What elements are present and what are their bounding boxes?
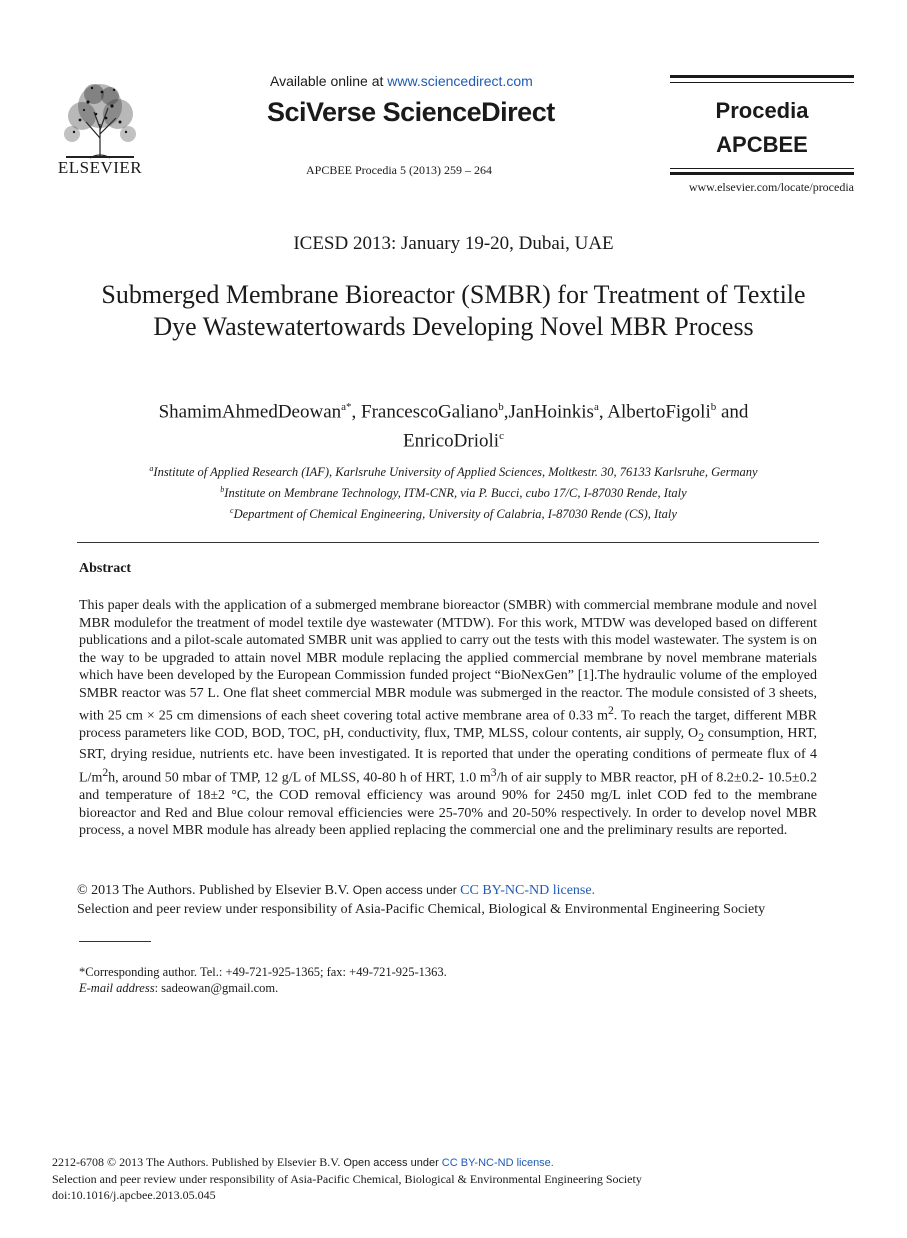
open-access-text: Open access under	[352, 883, 461, 897]
conference-line: ICESD 2013: January 19-20, Dubai, UAE	[293, 233, 614, 254]
journal-name-line2: APCBEE	[716, 132, 808, 157]
abstract-text: h, around 50 mbar of TMP, 12 g/L of MLSS, 40-80 h of HRT, 1.0 m	[108, 770, 491, 786]
author-name: JanHoinkis	[508, 401, 594, 423]
paper-title: Submerged Membrane Bioreactor (SMBR) for Treatment of Textile Dye Wastewatertowards Developing Novel MBR Process	[101, 280, 806, 341]
affiliation-text: Institute of Applied Research (IAF), Karlsruhe University of Applied Sciences, Moltkestr. 30, 76133 Karlsruhe, Germany	[153, 465, 758, 480]
footer-open-access: Open access under	[343, 1157, 442, 1169]
author-list	[90, 395, 817, 454]
license-link[interactable]: CC BY-NC-ND license.	[460, 883, 596, 898]
footer-copyright	[52, 1154, 852, 1171]
journal-bottom-rule	[670, 172, 854, 175]
affiliation-text: Institute on Membrane Technology, ITM-CNR, via P. Bucci, cubo 17/C, I-87030 Rende, Italy	[224, 486, 687, 501]
journal-top-rule	[670, 75, 854, 78]
author-affil-mark: b	[710, 401, 717, 413]
section-divider	[77, 542, 819, 543]
affiliation-mark: a	[149, 464, 154, 473]
author-name: AlbertoFigoli	[607, 401, 711, 423]
journal-bottom-rule-thin	[670, 168, 854, 169]
author-affil-mark: b	[498, 401, 504, 413]
journal-name	[670, 94, 854, 162]
footnote	[79, 964, 819, 996]
author-affil-mark: a*	[341, 401, 352, 413]
author-name: EnricoDrioli	[403, 430, 500, 452]
journal-reference: APCBEE Procedia 5 (2013) 259 – 264	[306, 163, 492, 177]
affiliation-item	[90, 460, 817, 481]
affiliation-item	[90, 502, 817, 523]
copyright-line	[77, 881, 827, 900]
affiliations	[90, 460, 817, 523]
abstract-text: . To reach the target, different MBR process parameters like COD, BOD, TOC, pH, conductivity, flux, TMP, MLSS, colour contents, air supply, O	[79, 708, 817, 742]
abstract-sup: 2	[607, 704, 614, 717]
email-label: E-mail address	[79, 981, 155, 995]
author-affil-mark: a	[593, 401, 599, 413]
abstract-sup: 3	[490, 765, 497, 779]
available-online	[270, 73, 533, 89]
author-name: ShamimAhmedDeowan	[158, 401, 342, 423]
affiliation-mark: c	[230, 506, 234, 516]
doi[interactable]: doi:10.1016/j.apcbee.2013.05.045	[52, 1188, 216, 1202]
email-address[interactable]: : sadeowan@gmail.com.	[154, 981, 279, 995]
abstract-text: consumption, HRT, SRT, drying residue, nutrients etc. have been investigated. It is reported that under the operating conditions of permeate flux of 4 L/m	[79, 726, 817, 786]
available-prefix: Available online at	[270, 73, 388, 89]
author-separator: ,	[503, 401, 509, 423]
journal-url[interactable]: www.elsevier.com/locate/procedia	[688, 180, 854, 194]
publisher-name: ELSEVIER	[57, 158, 143, 177]
footnote-divider	[79, 941, 151, 942]
affiliation-item	[90, 481, 817, 502]
footer-license-link[interactable]: CC BY-NC-ND license.	[441, 1157, 554, 1169]
page-footer	[52, 1154, 852, 1203]
abstract-heading: Abstract	[79, 561, 132, 576]
email-line	[79, 980, 819, 996]
platform-name: SciVerse ScienceDirect	[267, 97, 555, 127]
author-name: FrancescoGaliano	[361, 401, 499, 423]
abstract-body	[79, 597, 817, 840]
peer-review-line: Selection and peer review under responsibility of Asia-Pacific Chemical, Biological & Environmental Engineering Society	[77, 902, 766, 917]
sciencedirect-link[interactable]: www.sciencedirect.com	[387, 73, 533, 89]
author-affil-mark: c	[499, 430, 504, 443]
footer-copyright-text: 2212-6708 © 2013 The Authors. Published by Elsevier B.V.	[52, 1155, 344, 1169]
corresponding-author: *Corresponding author. Tel.: +49-721-925-1365; fax: +49-721-925-1363.	[79, 965, 447, 979]
abstract-sub: 2	[698, 730, 704, 744]
journal-name-line1: Procedia	[715, 98, 809, 123]
abstract-text: /h of air supply to MBR reactor, pH of 8.2±0.2- 10.5±0.2 and temperature of 18±2 °C, the COD removal efficiency was around 90% for 2450 mg/L inlet COD fed to the membrane bioreactor and Red and Blue colour removal efficiencies were 25-70% and 20-50% respectively. In order to develop novel MBR process, a novel MBR module has already been applied replacing the commercial one and the preliminary results are reported.	[79, 770, 818, 839]
copyright-text: © 2013 The Authors. Published by Elsevier B.V.	[77, 883, 353, 898]
abstract-sup: 2	[102, 765, 109, 779]
journal-top-rule-thin	[670, 82, 854, 83]
abstract-text: This paper deals with the application of a submerged membrane bioreactor (SMBR) with commercial membrane module and novel MBR modulefor the treatment of model textile dye wastewater (MTDW). For this work, MTDW was developed based on different publications and a pilot-scale automated SMBR unit was applied to carry out the tests with this model wastewater. The system is on the way to be upgraded to attain novel MBR module replacing the applied commercial membrane by novel membrane materials which have been developed by the European Commission funded project “BioNexGen” [1].The hydraulic volume of the employed SMBR reactor was 57 L. One flat sheet commercial MBR module was submerged in the reactor. The module consisted of 3 sheets, with 25 cm × 25 cm dimensions of each sheet covering total active membrane area of 0.33 m	[79, 598, 817, 724]
copyright-notice	[77, 881, 827, 919]
author-separator: ,	[598, 401, 608, 423]
footer-peer-review: Selection and peer review under responsibility of Asia-Pacific Chemical, Biological & Environmental Engineering Society	[52, 1172, 642, 1186]
affiliation-mark: b	[220, 485, 225, 495]
affiliation-text: Department of Chemical Engineering, University of Calabria, I-87030 Rende (CS), Italy	[233, 507, 677, 522]
author-separator: and	[716, 401, 749, 423]
author-separator: ,	[351, 401, 362, 423]
